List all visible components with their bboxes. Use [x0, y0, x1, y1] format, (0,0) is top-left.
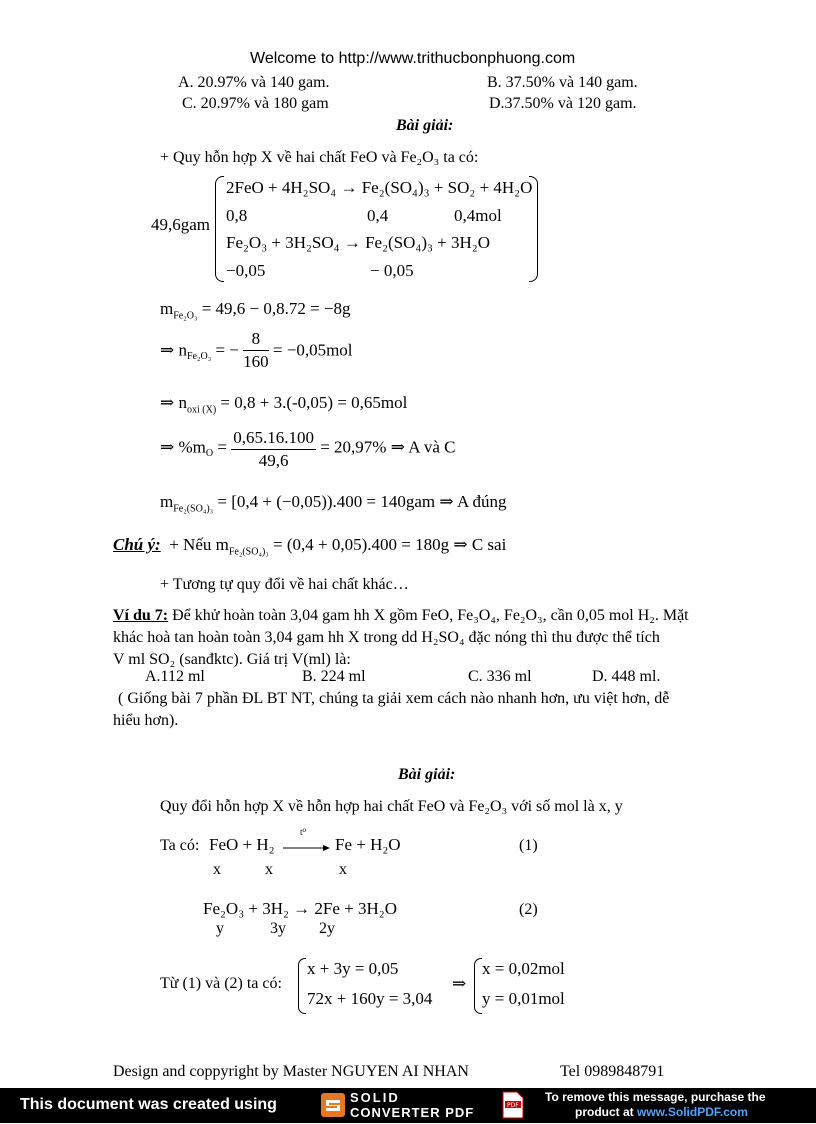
solid-pdf-banner — [0, 1088, 816, 1123]
pdf-file-icon — [502, 1091, 524, 1119]
m-fe2o3: $m_{Fe_2O_3} = 49,6 - 0,8.72 = -8g$ — [160, 299, 351, 322]
solution-title: Bài giải: — [396, 117, 454, 134]
site-welcome: Welcome to http://www.trithucbonphuong.com — [250, 50, 576, 67]
example7-line3: V ml SO₂ (sanđktc). Giá trị V(ml) là: — [113, 651, 351, 668]
coef-so2: 0,4mol — [454, 206, 502, 225]
reaction1-number: (1) — [519, 837, 538, 854]
option-a: A. 20.97% và 140 gam. — [178, 74, 330, 91]
reaction1-mol-h2: x — [265, 861, 273, 878]
from-label: Từ (1) và (2) ta có: — [160, 975, 282, 992]
option-b: B. 37.50% và 140 gam. — [487, 74, 638, 91]
result-x: x = 0,02mol — [482, 959, 565, 978]
solidpdf-link[interactable]: www.SolidPDF.com — [637, 1105, 748, 1119]
remove-line1: To remove this message, purchase the — [545, 1090, 766, 1104]
coef-salt-2: − 0,05 — [370, 261, 414, 280]
percent-oxygen: ⇒ $\%m_O$ = $\frac{0,65.16.100}{49,6}$ = 20,97% ⇒ A và C — [160, 428, 456, 470]
telephone: Tel 0989848791 — [560, 1063, 665, 1080]
reaction1-right: Fe + H₂O — [335, 835, 401, 854]
reaction-feo: 2FeO + 4H₂SO₄ → Fe₂(SO₄)₃ + SO₂ + 4H₂O — [226, 178, 533, 197]
coef-feo: 0,8 — [226, 206, 248, 225]
option-d: D.37.50% và 120 gam. — [489, 95, 637, 112]
left-brace — [215, 176, 224, 282]
mass-label: 49,6gam — [151, 215, 211, 234]
m-salt: $m_{Fe_2(SO_4)_3} = [0,4 + (-0,05)).400 = 140gam$ ⇒ A đúng — [160, 492, 507, 515]
reaction1-left: FeO + H₂ — [209, 835, 275, 854]
example7-option-a: A.112 ml — [145, 668, 205, 685]
banner-text: This document was created using — [20, 1096, 277, 1113]
solid-logo-icon — [320, 1092, 346, 1118]
reaction1-mol-feo: x — [213, 861, 221, 878]
system-brace — [298, 958, 306, 1014]
implies-arrow: ⇒ — [452, 974, 467, 993]
reaction1-arrow — [283, 839, 331, 847]
note-line: Chú ý: + Nếu $m_{Fe_2(SO_4)_3} = (0,4 + 0,05).400 = 180g$ ⇒ C sai — [113, 535, 507, 558]
example7-option-c: C. 336 ml — [468, 668, 532, 685]
example7-line2: khác hoà tan hoàn toàn 3,04 gam hh X trong dd H₂SO₄ đặc nóng thì thu được thể tích — [113, 629, 660, 646]
coef-fe2o3: −0,05 — [226, 261, 266, 280]
reaction2-number: (2) — [519, 901, 538, 918]
solution2-title: Bài giải: — [398, 766, 456, 783]
reaction2-mol-h2: 3y — [270, 920, 286, 937]
solution-intro: + Quy hỗn hợp X về hai chất FeO và Fe₂O₃ ta có: — [160, 149, 479, 166]
reaction2: Fe₂O₃ + 3H₂ → 2Fe + 3H₂O — [203, 899, 397, 918]
logo-solid: SOLID — [350, 1090, 400, 1105]
logo-converter: CONVERTER PDF — [350, 1105, 475, 1120]
svg-text:PDF: PDF — [507, 1102, 519, 1109]
reaction1-condition: t⁰ — [300, 827, 307, 837]
system-eq2: 72x + 160y = 3,04 — [307, 989, 433, 1008]
similar-note: + Tương tự quy đổi về hai chất khác… — [160, 576, 409, 593]
coef-salt: 0,4 — [367, 206, 389, 225]
example7-note2: hiểu hơn). — [113, 712, 179, 729]
system-eq1: x + 3y = 0,05 — [307, 959, 399, 978]
reaction1-mol-fe: x — [339, 861, 347, 878]
result-brace — [474, 958, 482, 1014]
result-y: y = 0,01mol — [482, 989, 565, 1008]
remove-line2: product at www.SolidPDF.com — [575, 1105, 748, 1119]
reaction2-mol-fe2o3: y — [216, 920, 224, 937]
option-c: C. 20.97% và 180 gam — [182, 95, 329, 112]
example7-option-b: B. 224 ml — [302, 668, 366, 685]
n-fe2o3: ⇒ $n_{Fe_2O_3}$ = − $\frac{8}{160}$ = −0,05mol — [160, 329, 353, 371]
reaction-fe2o3: Fe₂O₃ + 3H₂SO₄ → Fe₂(SO₄)₃ + 3H₂O — [226, 233, 490, 252]
solution2-intro: Quy đổi hỗn hợp X về hỗn hợp hai chất FeO và Fe₂O₃ với số mol là x, y — [160, 798, 623, 815]
example7-note1: ( Giống bài 7 phần ĐL BT NT, chúng ta giải xem cách nào nhanh hơn, ưu việt hơn, dễ — [118, 690, 670, 707]
example7-option-d: D. 448 ml. — [592, 668, 661, 685]
n-oxi: ⇒ $n_{oxi (X)} = 0,8 + 3.(-0,05) = 0,65mol$ — [160, 393, 408, 416]
reaction2-mol-fe: 2y — [319, 920, 335, 937]
design-credit: Design and coppyright by Master NGUYEN AI NHAN — [113, 1063, 469, 1080]
example7-line1: Ví du 7: Để khử hoàn toàn 3,04 gam hh X gồm FeO, Fe₃O₄, Fe₂O₃, cần 0,05 mol H₂. Mặt — [113, 607, 689, 624]
taco-label: Ta có: — [160, 837, 200, 854]
